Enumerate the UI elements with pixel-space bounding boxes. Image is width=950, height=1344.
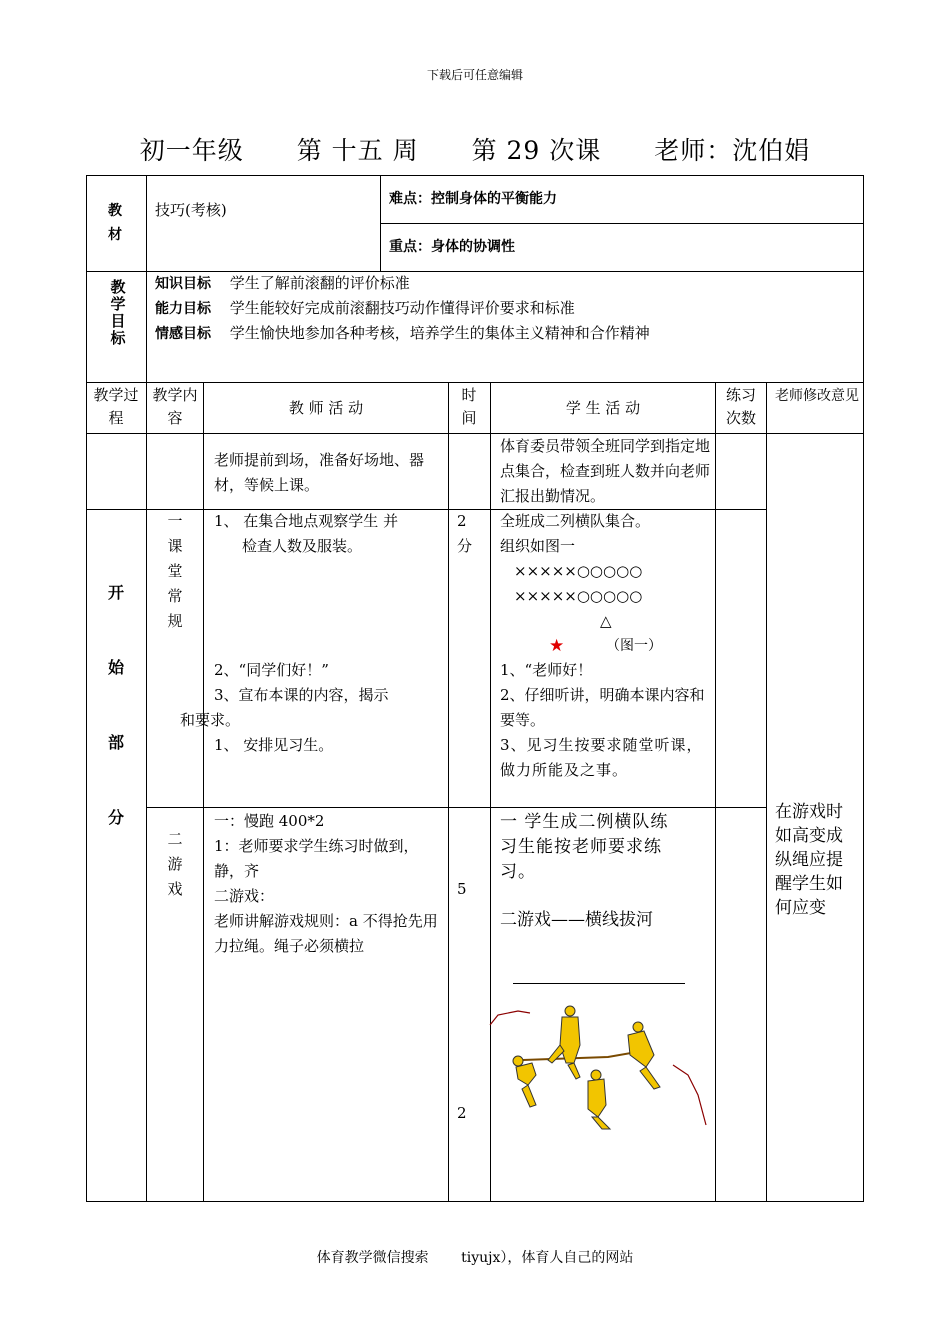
game-time-1: 5 — [457, 880, 467, 898]
objective-item: 情感目标 学生愉快地参加各种考核，培养学生的集体主义精神和合作精神 — [155, 324, 650, 342]
formation-row-2: ×××××○○○○○ — [514, 587, 643, 605]
routine-student-3: 1、“老师好！ — [500, 661, 593, 679]
routine-teacher-1: 1、 在集合地点观察学生 并 — [214, 512, 399, 530]
game-teacher-3: 二游戏： — [214, 887, 275, 905]
game-student-1: 一 学生成二例横队练习生能按老师要求练习。 — [500, 812, 669, 882]
game-content: 二游戏 — [167, 830, 183, 898]
routine-teacher-4: 1、 安排见习生。 — [214, 736, 334, 754]
figure-label: （图一） — [606, 638, 662, 654]
routine-student-1: 全班成二列横队集合。 — [500, 512, 651, 530]
material-content: 技巧(考核) — [155, 201, 227, 219]
objective-item: 能力目标 学生能较好完成前滚翻技巧动作懂得评价要求和标准 — [155, 299, 575, 317]
teacher-star-icon: ★ — [549, 636, 565, 656]
game-teacher-1: 一：慢跑 400*2 — [214, 812, 325, 830]
routine-teacher-2: 2、“同学们好！” — [214, 661, 329, 679]
title-week: 第 十五 周 — [296, 136, 419, 165]
title-grade: 初一年级 — [139, 136, 244, 165]
routine-time: 2分 — [457, 512, 473, 555]
game-student-2: 二游戏——横线拔河 — [500, 910, 653, 930]
page-title — [0, 131, 950, 167]
footer-right: tiyujx），体育人自己的网站 — [461, 1250, 634, 1266]
title-teacher: 老师：沈伯娟 — [654, 136, 811, 165]
col-teacher: 教 师 活 动 — [288, 399, 364, 417]
objective-item: 知识目标 学生了解前滚翻的评价标准 — [155, 274, 410, 292]
prep-student: 体育委员带领全班同学到指定地点集合，检查到班人数并向老师汇报出勤情况。 — [500, 437, 711, 505]
material-label: 教材 — [108, 203, 122, 243]
objectives-label: 教学目标 — [110, 278, 126, 347]
routine-teacher-1b: 检查人数及服装。 — [242, 537, 363, 555]
game-teacher-4: 老师讲解游戏规则：a 不得抢先用力拉绳。绳子必须横拉 — [214, 912, 438, 955]
routine-teacher-3b: 和要求。 — [180, 711, 241, 729]
col-process: 教学过程 — [93, 386, 139, 427]
footer-left: 体育教学微信搜索 — [316, 1250, 429, 1266]
col-content: 教学内容 — [152, 386, 198, 427]
game-teacher-2: 1：老师要求学生练习时做到，静，齐 — [214, 837, 419, 880]
prep-teacher: 老师提前到场，准备好场地、器材，等候上课。 — [214, 451, 425, 494]
material-key-point: 重点：身体的协调性 — [389, 239, 515, 255]
game-underline — [513, 983, 685, 984]
routine-teacher-3: 3、宣布本课的内容，揭示 — [214, 686, 389, 704]
routine-student-2: 组织如图一 — [500, 537, 576, 555]
routine-student-4: 2、仔细听讲，明确本课内容和要等。 — [500, 686, 705, 729]
formation-row-1: ×××××○○○○○ — [514, 562, 643, 580]
game-time-2: 2 — [457, 1104, 467, 1122]
header-note: 下载后可任意编辑 — [426, 68, 523, 82]
teacher-triangle-icon: △ — [600, 612, 612, 630]
material-difficulty: 难点：控制身体的平衡能力 — [389, 191, 557, 207]
col-student: 学 生 活 动 — [565, 399, 641, 417]
col-time: 时间 — [461, 386, 477, 427]
game-comment: 在游戏时如高变成纵绳应提醒学生如何应变 — [775, 802, 843, 918]
col-count: 练习次数 — [725, 386, 756, 427]
tug-of-war-figures — [488, 1005, 708, 1130]
title-lesson: 第 29 次课 — [471, 136, 602, 165]
routine-content: 一课堂常规 — [167, 512, 183, 630]
routine-student-5: 3、见习生按要求随堂听课，做力所能及之事。 — [500, 736, 703, 779]
col-comment: 老师修改意见 — [775, 388, 859, 404]
footer-note — [0, 1247, 950, 1267]
section-label-start: 开始部分 — [107, 583, 124, 827]
